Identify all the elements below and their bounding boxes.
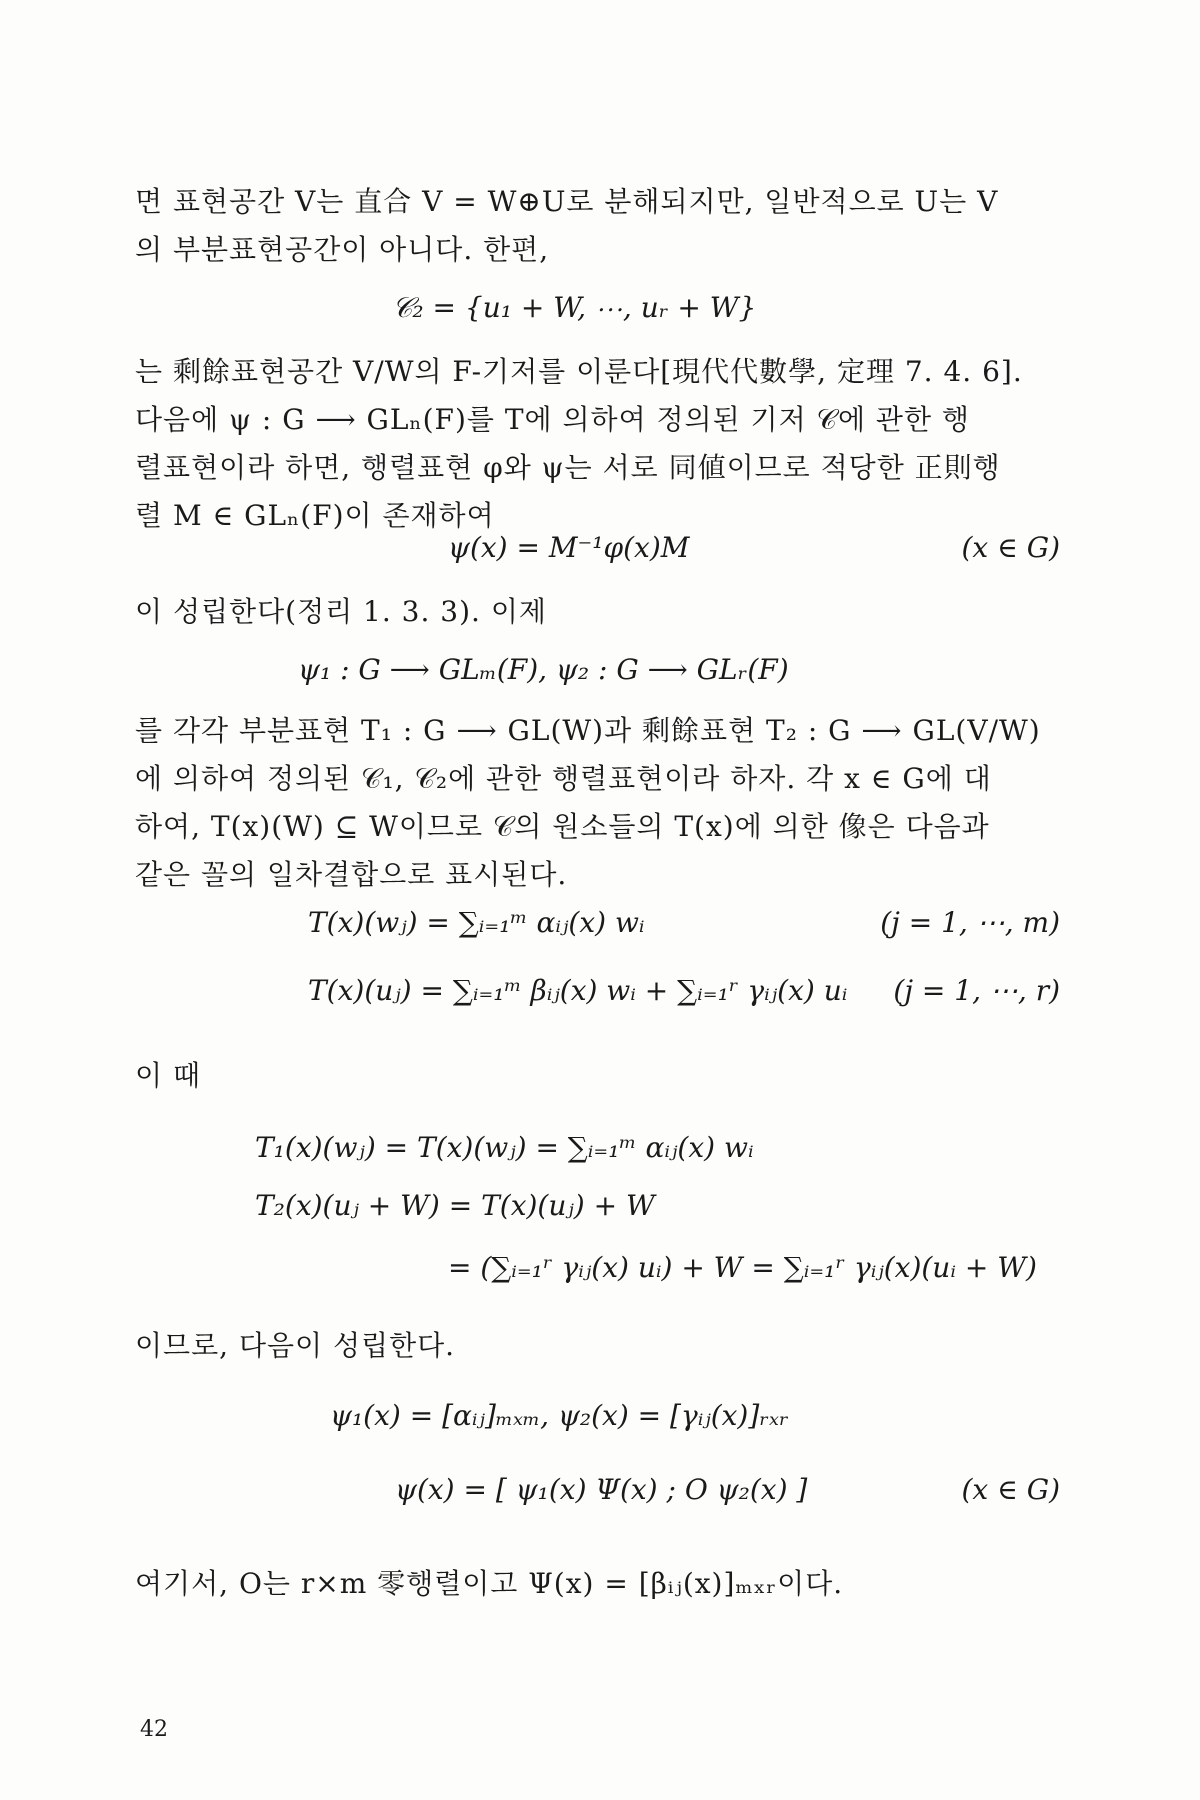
equation-t2-uj: T₂(x)(uⱼ + W) = T(x)(uⱼ) + W: [255, 1189, 655, 1222]
text-line: 에 의하여 정의된 𝒞₁, 𝒞₂에 관한 행렬표현이라 하자. 각 x ∈ G에 대: [135, 762, 992, 795]
text-line: 여기서, O는 r×m 零행렬이고 Ψ(x) = [βᵢⱼ(x)]ₘₓᵣ이다.: [135, 1567, 844, 1600]
text-line: 이므로, 다음이 성립한다.: [135, 1329, 456, 1362]
equation-t-uj-condition: (j = 1, ⋯, r): [893, 974, 1060, 1007]
paragraph-2: [135, 348, 1060, 540]
text-line: 의 부분표현공간이 아니다. 한편,: [135, 233, 550, 266]
paragraph-3: [135, 588, 1060, 636]
equation-t-wj: T(x)(wⱼ) = ∑ᵢ₌₁ᵐ αᵢⱼ(x) wᵢ: [308, 906, 645, 939]
equation-psi-blocks: ψ₁(x) = [αᵢⱼ]ₘₓₘ, ψ₂(x) = [γᵢⱼ(x)]ᵣₓᵣ: [330, 1399, 789, 1432]
text-line: 하여, T(x)(W) ⊆ W이므로 𝒞의 원소들의 T(x)에 의한 像은 다음과: [135, 810, 990, 843]
paragraph-5: [135, 1052, 1060, 1100]
text-line: 같은 꼴의 일차결합으로 표시된다.: [135, 858, 568, 891]
equation-t-uj: T(x)(uⱼ) = ∑ᵢ₌₁ᵐ βᵢⱼ(x) wᵢ + ∑ᵢ₌₁ʳ γᵢⱼ(x) uᵢ: [308, 974, 848, 1007]
paragraph-1: [135, 178, 1060, 274]
equation-psi-conjugate-condition: (x ∈ G): [961, 531, 1060, 564]
paragraph-6: [135, 1322, 1060, 1370]
text-line: 다음에 ψ : G ⟶ GLₙ(F)를 T에 의하여 정의된 기저 𝒞에 관한 행: [135, 403, 970, 436]
equation-t1-wj: T₁(x)(wⱼ) = T(x)(wⱼ) = ∑ᵢ₌₁ᵐ αᵢⱼ(x) wᵢ: [255, 1131, 754, 1164]
equation-t-wj-condition: (j = 1, ⋯, m): [880, 906, 1060, 939]
page-number: 42: [140, 1717, 168, 1742]
text-line: 렬 M ∈ GLₙ(F)이 존재하여: [135, 499, 495, 532]
paragraph-7: [135, 1560, 1060, 1608]
text-line: 이 때: [135, 1059, 201, 1092]
text-line: 면 표현공간 V는 直合 V = W⊕U로 분해되지만, 일반적으로 U는 V: [135, 185, 999, 218]
text-line: 는 剩餘표현공간 V/W의 F-기저를 이룬다[現代代數學, 定理 7. 4. 6].: [135, 355, 1023, 388]
text-line: 를 각각 부분표현 T₁ : G ⟶ GL(W)과 剩餘표현 T₂ : G ⟶ GL(V/W): [135, 714, 1041, 747]
paragraph-4: [135, 707, 1060, 899]
text-line: 이 성립한다(정리 1. 3. 3). 이제: [135, 595, 547, 628]
equation-t2-uj-continued: = (∑ᵢ₌₁ʳ γᵢⱼ(x) uᵢ) + W = ∑ᵢ₌₁ʳ γᵢⱼ(x)(uᵢ + W): [448, 1251, 1037, 1284]
text-line: 렬표현이라 하면, 행렬표현 φ와 ψ는 서로 同値이므로 적당한 正則행: [135, 451, 1001, 484]
equation-psi-matrix-condition: (x ∈ G): [961, 1473, 1060, 1506]
equation-psi-matrix: ψ(x) = [ ψ₁(x) Ψ(x) ; O ψ₂(x) ]: [395, 1473, 808, 1506]
equation-c2-basis: 𝒞₂ = {u₁ + W, ⋯, uᵣ + W}: [392, 291, 757, 324]
equation-psi-pair: ψ₁ : G ⟶ GLₘ(F), ψ₂ : G ⟶ GLᵣ(F): [298, 653, 789, 686]
equation-psi-conjugate: ψ(x) = M⁻¹φ(x)M: [448, 531, 690, 564]
